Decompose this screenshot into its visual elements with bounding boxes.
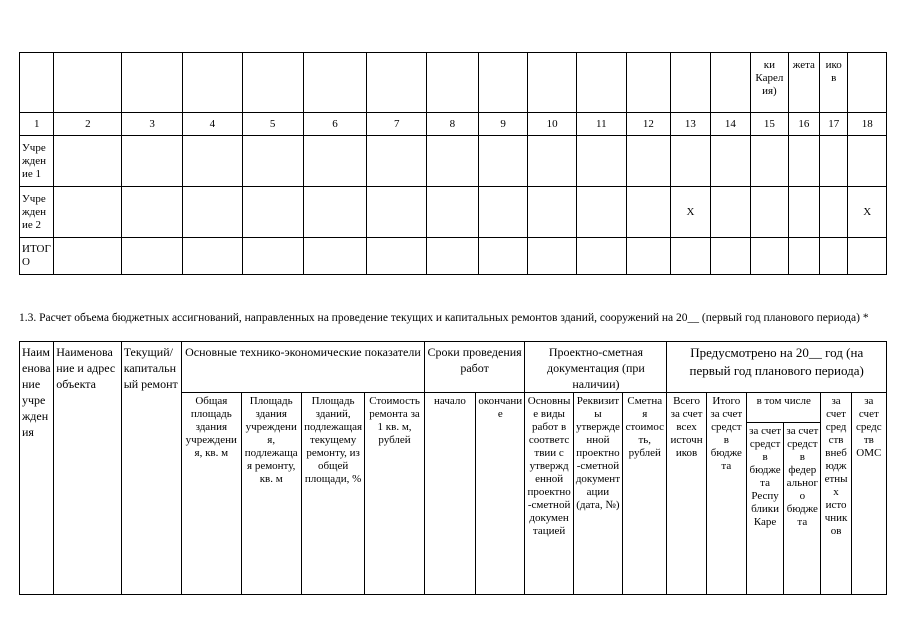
table-cell	[528, 187, 577, 238]
header-republic-budget: за счет средств бюджета Республики Каре	[746, 423, 783, 595]
column-number: 12	[626, 113, 671, 136]
header-all-sources: Всего за счет всех источников	[667, 393, 706, 595]
column-number: 9	[478, 113, 528, 136]
column-number: 7	[367, 113, 427, 136]
table-cell	[751, 136, 788, 187]
header-fragment: ки Карелия)	[751, 53, 788, 113]
table-cell	[367, 136, 427, 187]
table-cell	[576, 238, 626, 275]
column-number: 3	[122, 113, 183, 136]
table-cell	[427, 136, 479, 187]
header-oms: за счет средств ОМС	[851, 393, 886, 595]
table-cell	[710, 187, 751, 238]
table-cell	[242, 238, 303, 275]
table-cell	[303, 238, 367, 275]
table-cell	[751, 238, 788, 275]
header-federal-budget: за счет средств федерального бюджета	[784, 423, 821, 595]
column-number: 6	[303, 113, 367, 136]
table-cell	[528, 136, 577, 187]
header-start: начало	[424, 393, 475, 595]
column-number: 15	[751, 113, 788, 136]
header-row-1	[20, 342, 887, 393]
header-basic-works: Основные виды работ в соответствии с утвержденной проектно-сметной документацией	[525, 393, 573, 595]
table-cell	[820, 136, 848, 187]
row-label: Учреждение 2	[20, 187, 54, 238]
continued-header-row	[20, 53, 887, 113]
table-cell	[626, 187, 671, 238]
header-fragment: ико в	[820, 53, 848, 113]
table-cell	[303, 187, 367, 238]
table-cell	[183, 136, 243, 187]
x-mark: X	[671, 187, 711, 238]
table-cell	[626, 238, 671, 275]
table-cell	[122, 238, 183, 275]
table-cell	[626, 136, 671, 187]
table-row	[20, 187, 887, 238]
table-cell	[54, 136, 122, 187]
column-number: 8	[427, 113, 479, 136]
table-cell	[478, 238, 528, 275]
header-repair-area: Площадь здания учреждения, подлежащая ремонту, кв. м	[241, 393, 301, 595]
section-title: 1.3. Расчет объема бюджетных ассигнований, направленных на проведение текущих и капитальных ремонтов зданий, сооружений на 20__ (первый год планового периода) *	[19, 312, 869, 324]
header-doc-requisites: Реквизиты утвержденной проектно-сметной документации (дата, №)	[573, 393, 622, 595]
table-row	[20, 136, 887, 187]
header-offbudget: за счет средств внебюджетных источников	[821, 393, 851, 595]
table-cell	[478, 136, 528, 187]
table-cell	[788, 136, 819, 187]
header-object-address: Наименование и адрес объекта	[54, 342, 121, 595]
column-number: 4	[183, 113, 243, 136]
header-fragment: жета	[788, 53, 819, 113]
table-cell	[671, 238, 711, 275]
table-cell	[788, 187, 819, 238]
table-cell	[242, 187, 303, 238]
column-number: 11	[576, 113, 626, 136]
header-institution-name: Наименование учреждения	[20, 342, 54, 595]
table-cell	[427, 187, 479, 238]
header-end: окончание	[476, 393, 525, 595]
column-number: 1	[20, 113, 54, 136]
header-including: в том числе	[746, 393, 821, 423]
repair-budget-table	[19, 341, 887, 595]
header-cost-per-sqm: Стоимость ремонта за 1 кв. м, рублей	[365, 393, 424, 595]
header-project-docs: Проектно-сметная документация (при наличии)	[525, 342, 667, 393]
column-number: 17	[820, 113, 848, 136]
table-cell	[576, 136, 626, 187]
table-cell	[710, 136, 751, 187]
header-estimate-cost: Сметная стоимость, рублей	[623, 393, 667, 595]
column-number: 5	[242, 113, 303, 136]
column-number-row	[20, 113, 887, 136]
table-cell	[820, 187, 848, 238]
x-mark: X	[848, 187, 887, 238]
column-number: 2	[54, 113, 122, 136]
table-cell	[303, 136, 367, 187]
table-cell	[820, 238, 848, 275]
header-tech-indicators: Основные технико-экономические показатели	[182, 342, 425, 393]
column-number: 16	[788, 113, 819, 136]
table-cell	[367, 187, 427, 238]
table-cell	[183, 187, 243, 238]
column-number: 13	[671, 113, 711, 136]
table-cell	[122, 187, 183, 238]
table-cell	[122, 136, 183, 187]
table-cell	[710, 238, 751, 275]
table-cell	[54, 187, 122, 238]
header-budget-total: Итого за счет средств бюджета	[706, 393, 746, 595]
header-work-terms: Сроки проведения работ	[424, 342, 525, 393]
table-cell	[528, 238, 577, 275]
header-repair-share: Площадь зданий, подлежащая текущему ремонту, из общей площади, %	[301, 393, 364, 595]
row-label: Учреждение 1	[20, 136, 54, 187]
table-cell	[848, 136, 887, 187]
table-cell	[848, 238, 887, 275]
table-cell	[576, 187, 626, 238]
table-cell	[671, 136, 711, 187]
table-cell	[242, 136, 303, 187]
column-number: 14	[710, 113, 751, 136]
table-cell	[788, 238, 819, 275]
table-cell	[751, 187, 788, 238]
budget-table-continuation	[19, 52, 887, 275]
row-label: ИТОГО	[20, 238, 54, 275]
table-cell	[183, 238, 243, 275]
table-cell	[54, 238, 122, 275]
column-number: 10	[528, 113, 577, 136]
header-total-area: Общая площадь здания учреждения, кв. м	[182, 393, 241, 595]
table-cell	[478, 187, 528, 238]
total-row	[20, 238, 887, 275]
header-planned: Предусмотрено на 20__ год (на первый год планового периода)	[667, 342, 887, 393]
column-number: 18	[848, 113, 887, 136]
table-cell	[367, 238, 427, 275]
table-cell	[427, 238, 479, 275]
header-repair-type: Текущий/ капитальный ремонт	[121, 342, 181, 595]
